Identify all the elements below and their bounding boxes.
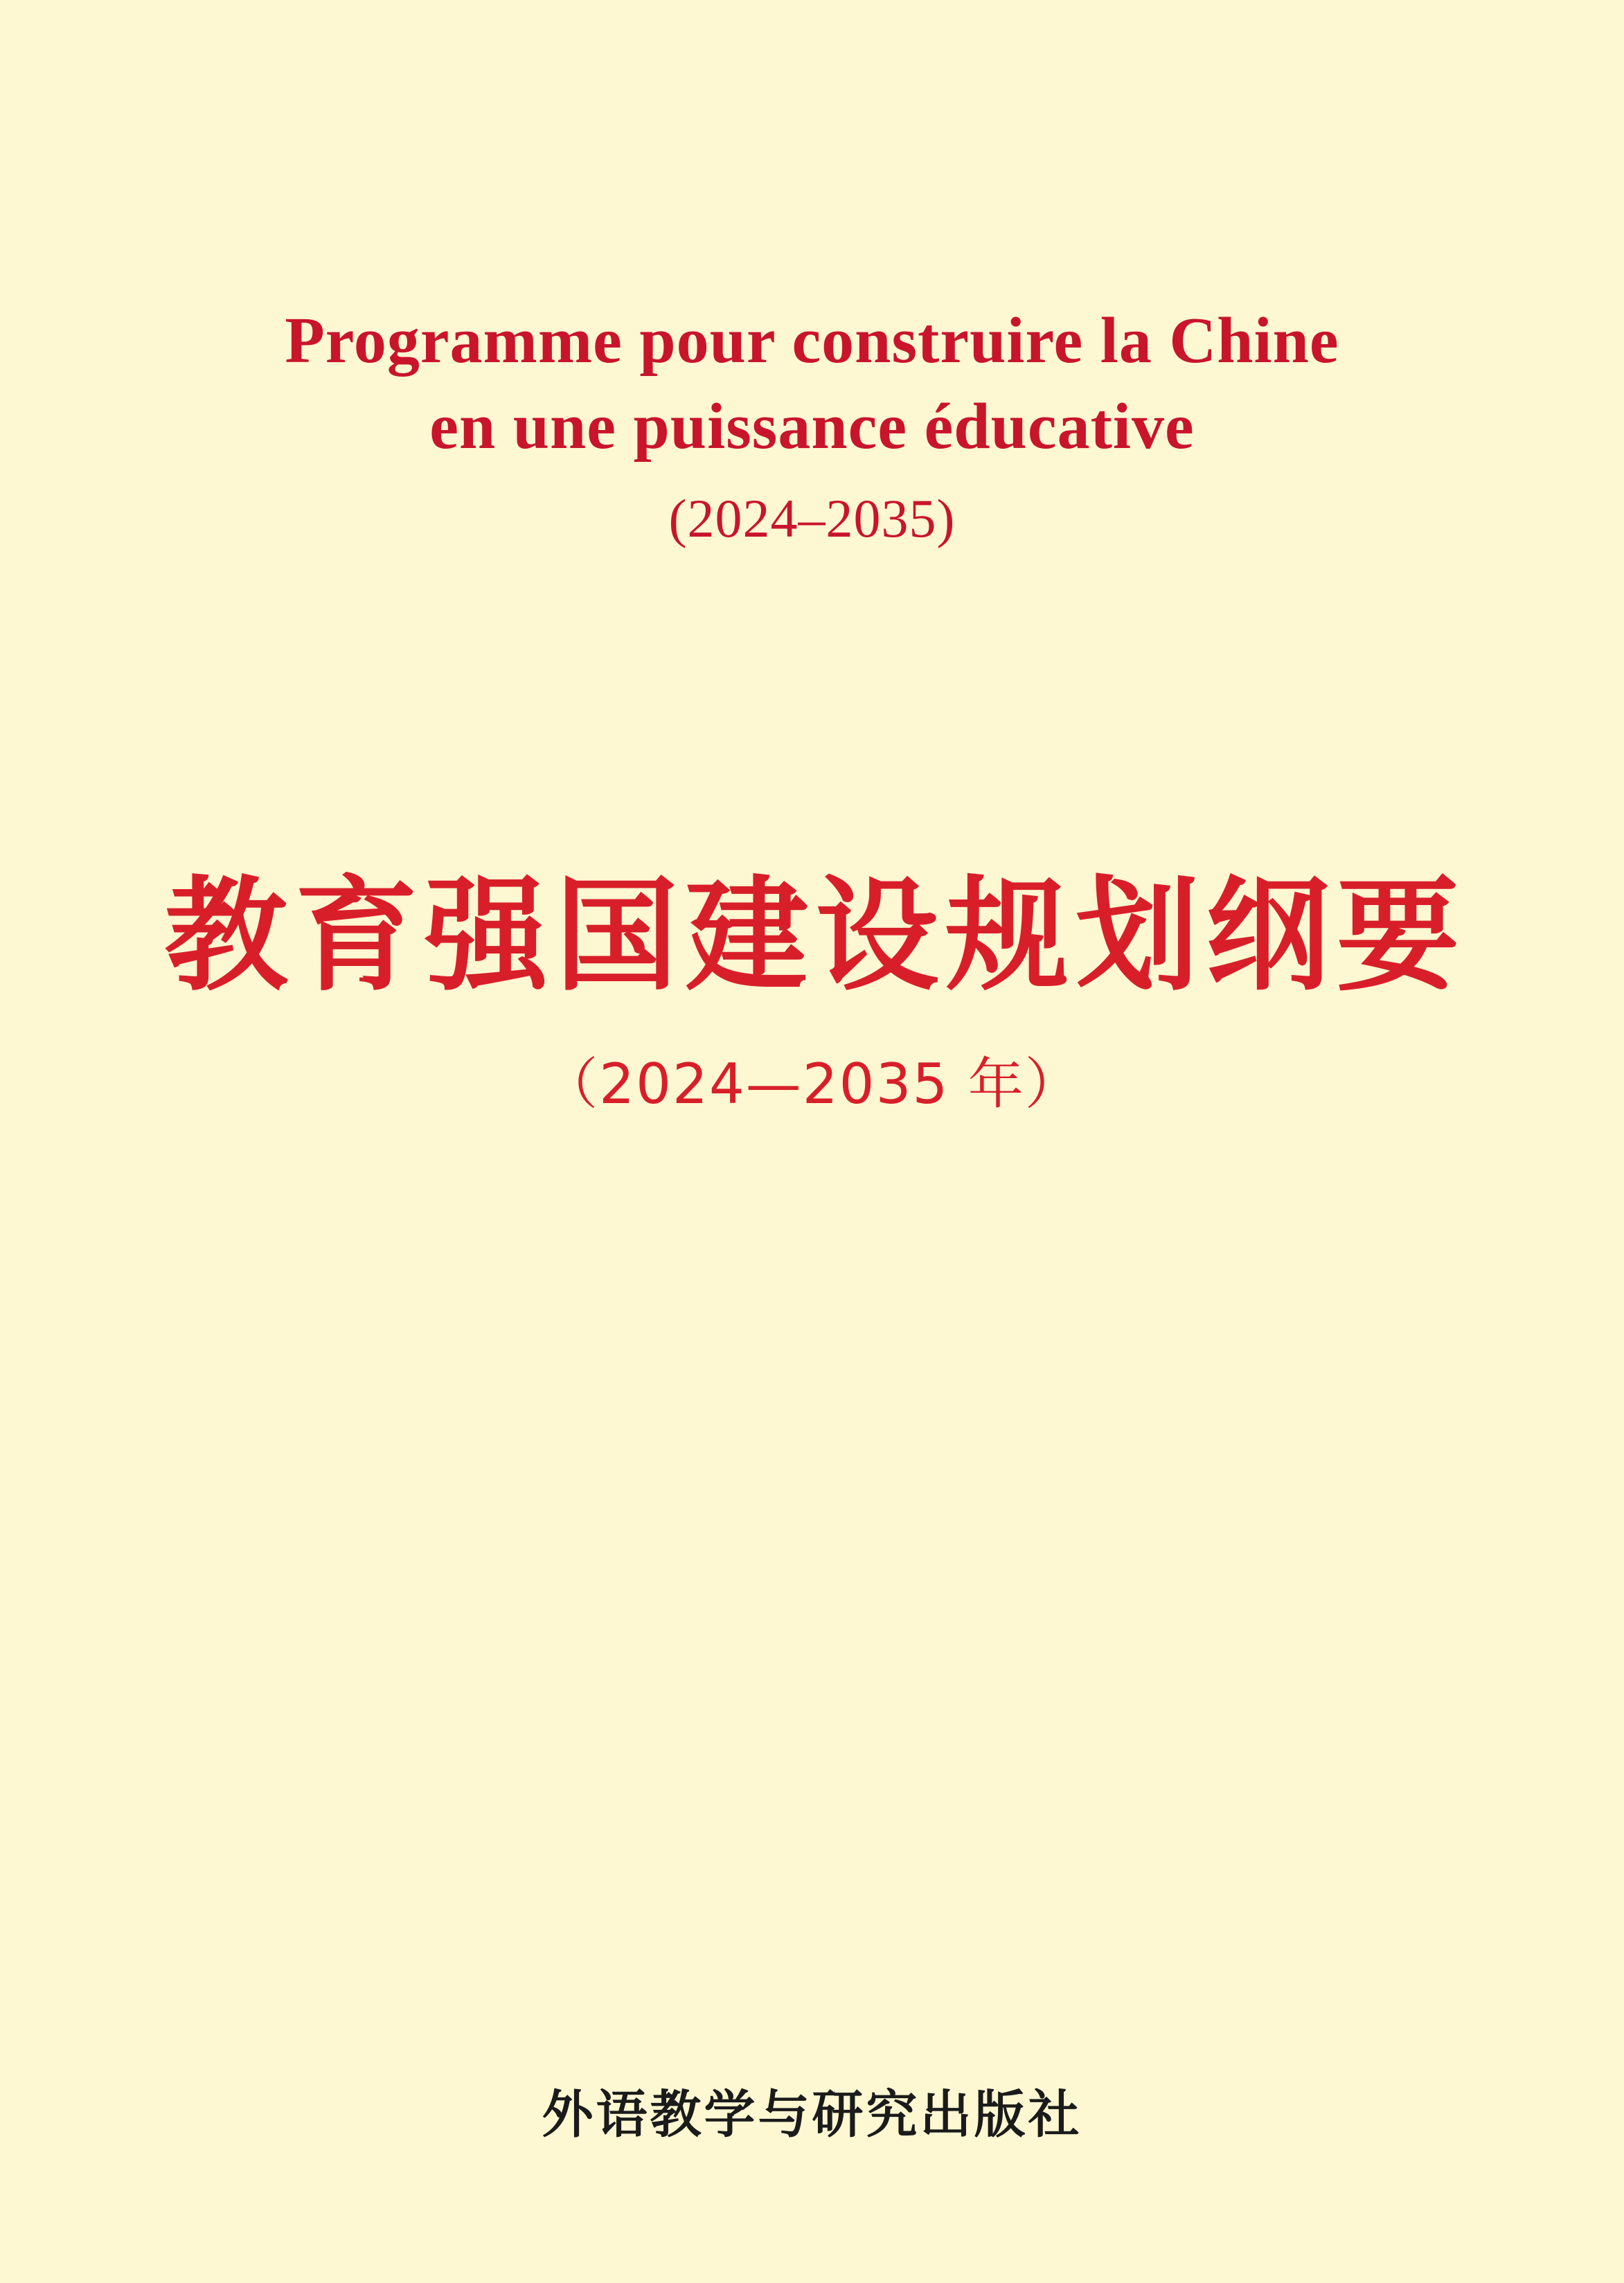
chinese-title-block [0, 866, 1624, 1119]
chinese-title: 教育强国建设规划纲要 [164, 864, 1467, 1008]
french-title-line-1: Programme pour construire la Chine [285, 305, 1339, 377]
chinese-year-range: （2024—2035 年） [542, 1051, 1082, 1116]
french-title-block [0, 298, 1624, 550]
publisher-name: 外语教学与研究出版社 [542, 2085, 1082, 2145]
french-year-range: (2024–2035) [668, 488, 956, 549]
french-title-line-2: en une puissance éducative [429, 391, 1195, 463]
